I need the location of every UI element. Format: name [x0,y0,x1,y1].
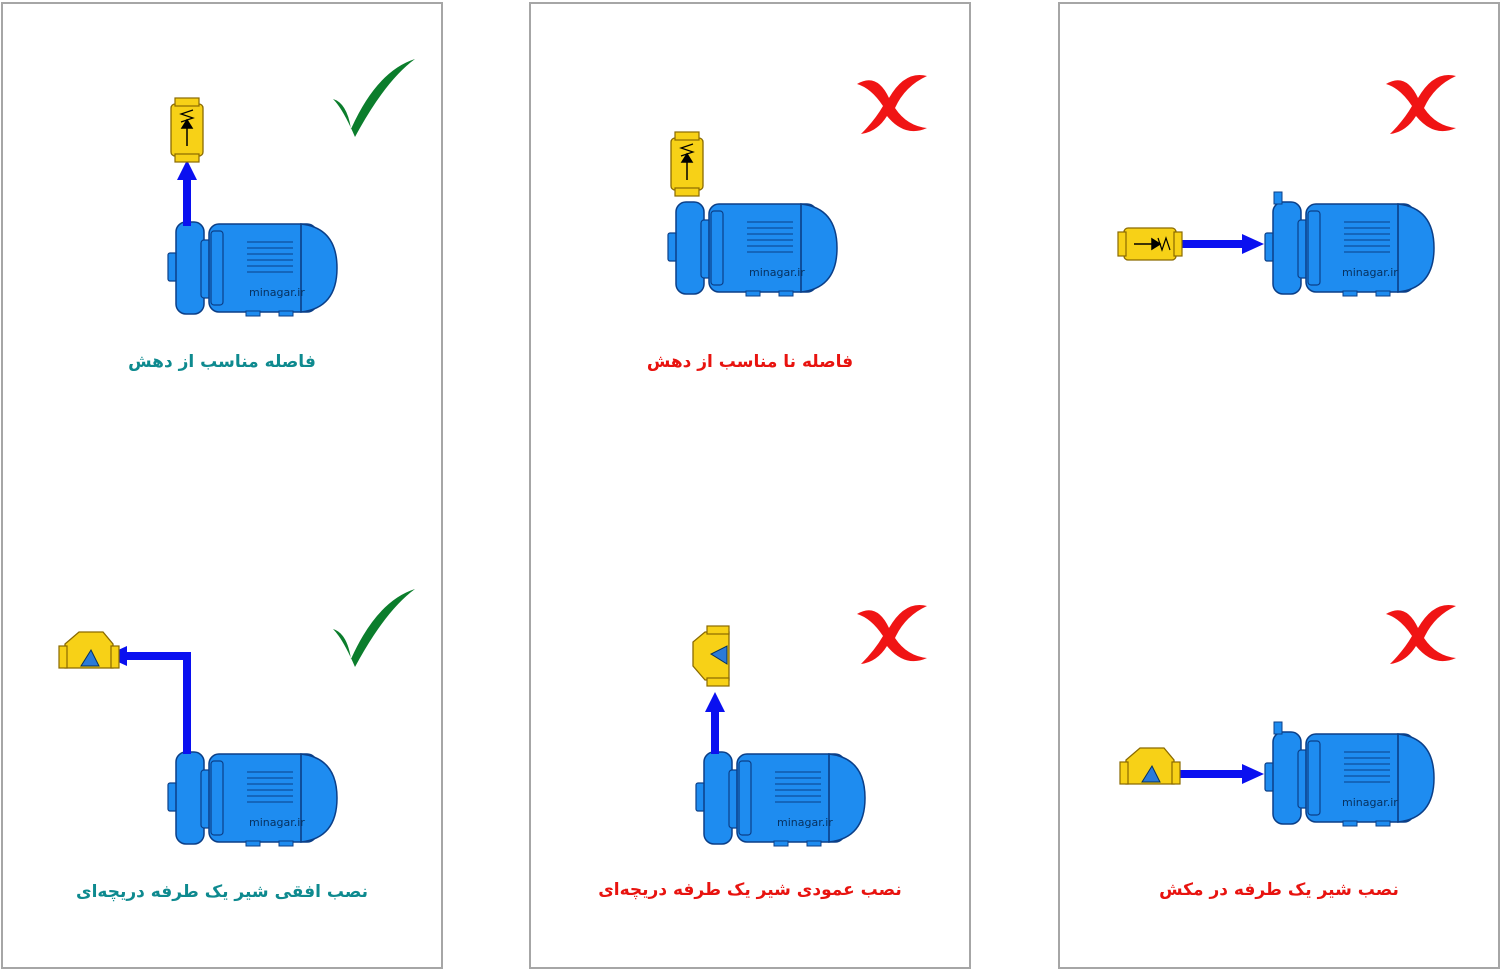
suction-pipe-6 [1178,764,1264,784]
pump-2-label: minagar.ir [249,816,305,829]
swing-check-valve-1 [59,632,119,668]
cross-icon [1386,75,1456,134]
outlet-stub-6 [1274,722,1282,734]
discharge-pipe-4 [705,692,725,754]
pump-6 [1265,732,1434,826]
panel-3-art [1060,4,1501,971]
lift-check-valve-3 [1118,228,1182,260]
cross-icon [857,605,927,664]
pump-2 [168,752,337,846]
pump-1-label: minagar.ir [249,286,305,299]
bottom-caption: نصب عمودی شیر یک طرفه دریچه‌ای [598,880,902,900]
pump-6-label: minagar.ir [1342,796,1398,809]
pump-3 [668,202,837,296]
lift-check-valve-2 [671,132,703,196]
pump-4 [696,752,865,846]
pump-4-label: minagar.ir [777,816,833,829]
bottom-caption: نصب افقی شیر یک طرفه دریچه‌ای [75,882,369,902]
bottom-caption: نصب شیر یک طرفه در مکش [1159,880,1399,900]
outlet-stub-5 [1274,192,1282,204]
panel-correct [1,2,443,969]
pump-3-label: minagar.ir [749,266,805,279]
cross-icon [1386,605,1456,664]
panel-1-art [3,4,445,971]
pump-1 [168,222,337,316]
panel-wrong-suction [1058,2,1500,969]
cross-icon [857,75,927,134]
panel-wrong-discharge [529,2,971,969]
top-caption: فاصله مناسب از دهش [128,352,316,372]
swing-check-valve-3 [1120,748,1180,784]
top-caption: فاصله نا مناسب از دهش [646,352,854,372]
lift-check-valve-1 [171,98,203,162]
suction-pipe-5 [1176,234,1264,254]
pump-5-label: minagar.ir [1342,266,1398,279]
check-icon [333,589,415,667]
panel-2-art [531,4,973,971]
pump-5 [1265,202,1434,296]
discharge-pipe-1 [177,160,197,226]
check-icon [333,59,415,137]
swing-check-valve-2 [693,626,729,686]
